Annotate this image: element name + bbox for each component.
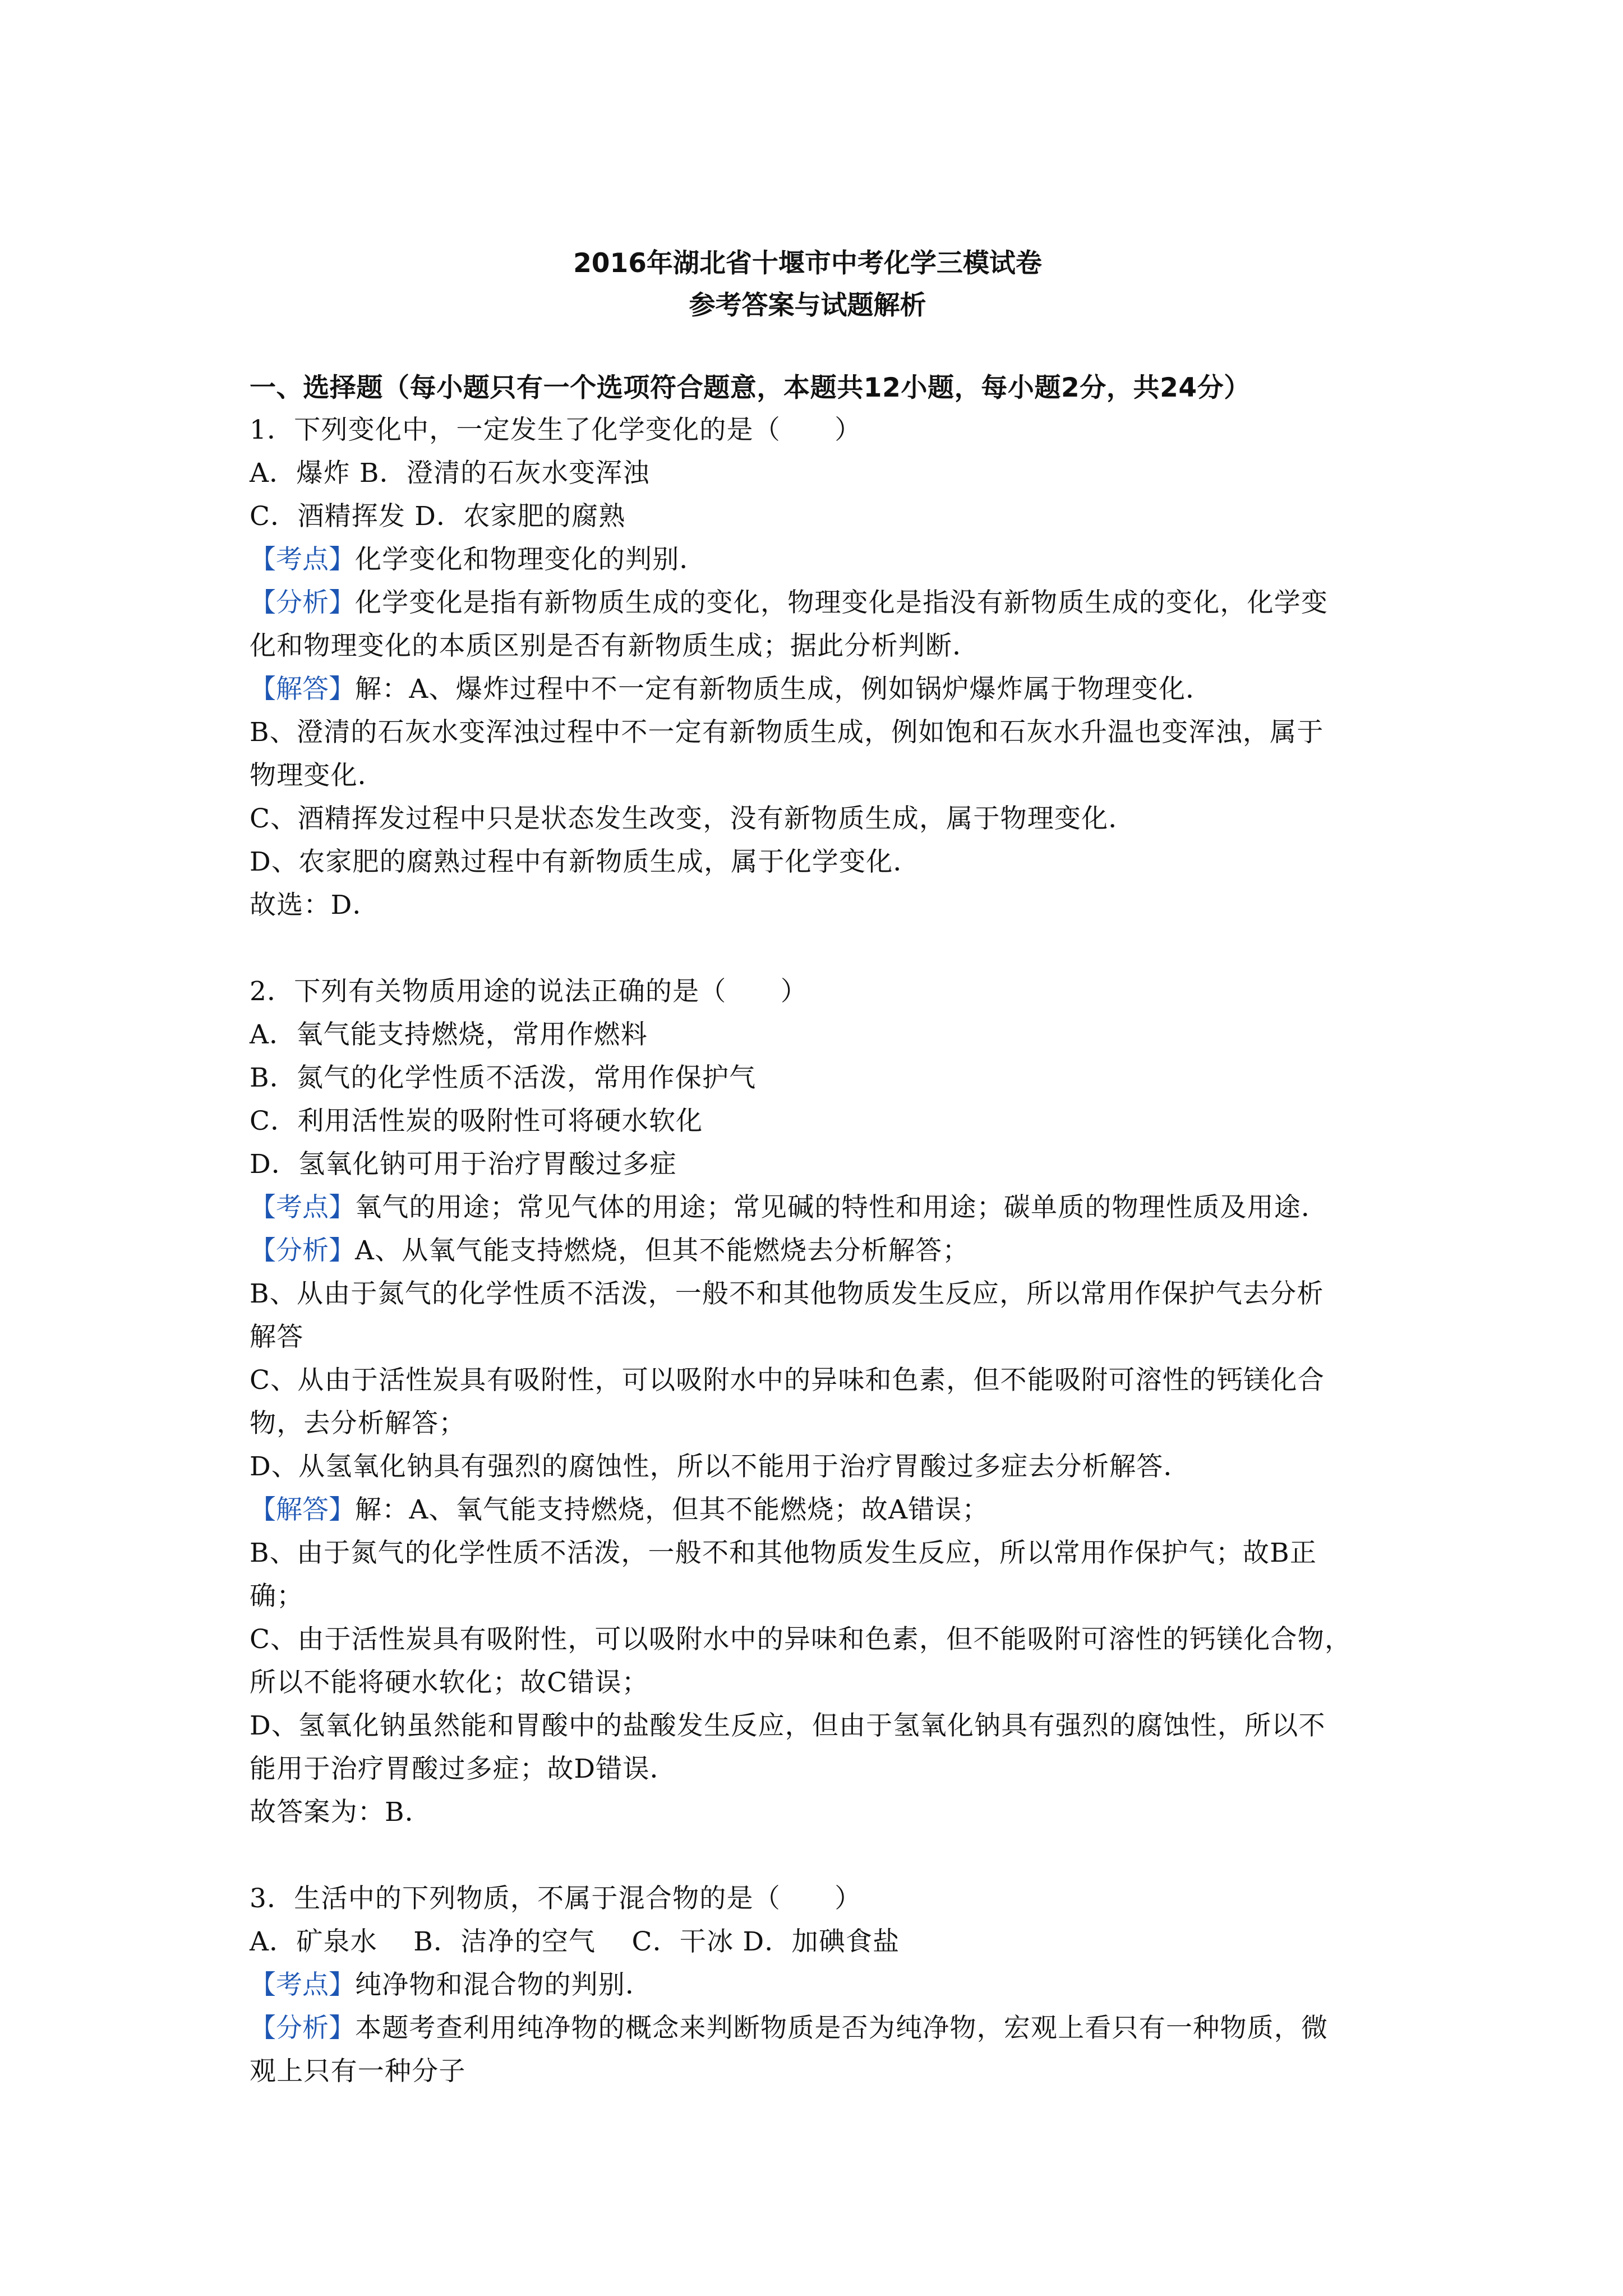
question-1-jieda-line: B、澄清的石灰水变浑浊过程中不一定有新物质生成，例如饱和石灰水升温也变浑浊，属于 <box>250 717 1324 748</box>
jieda-text: 解：A、氧气能支持燃烧，但其不能燃烧；故A错误； <box>355 1494 989 1525</box>
fenxi-tag: 【分析】 <box>250 587 355 618</box>
fenxi-tag: 【分析】 <box>250 1235 355 1266</box>
question-3-options: A．矿泉水 B．洁净的空气 C．干冰 D．加碘食盐 <box>250 1926 900 1957</box>
question-2-jieda-line: C、由于活性炭具有吸附性，可以吸附水中的异味和色素，但不能吸附可溶性的钙镁化合物， <box>250 1624 1352 1655</box>
kaodian-tag: 【考点】 <box>250 1970 355 2000</box>
fenxi-text: 化学变化是指有新物质生成的变化，物理变化是指没有新物质生成的变化，化学变 <box>355 587 1329 618</box>
question-2-jieda-line: 能用于治疗胃酸过多症；故D错误． <box>250 1754 677 1784</box>
question-1-option-line: A．爆炸 B．澄清的石灰水变浑浊 <box>250 458 650 489</box>
question-1-answer: 故选：D． <box>250 890 380 921</box>
question-1-option-line: C．酒精挥发 D．农家肥的腐熟 <box>250 501 626 532</box>
question-1-stem: 1．下列变化中，一定发生了化学变化的是（ ） <box>250 415 862 445</box>
question-2-option: B．氮气的化学性质不活泼，常用作保护气 <box>250 1062 757 1093</box>
question-2-jieda-line: D、氢氧化钠虽然能和胃酸中的盐酸发生反应，但由于氢氧化钠具有强烈的腐蚀性，所以不 <box>250 1710 1326 1741</box>
jieda-tag: 【解答】 <box>250 674 355 705</box>
question-3-stem: 3．生活中的下列物质，不属于混合物的是（ ） <box>250 1883 862 1914</box>
kaodian-text: 化学变化和物理变化的判别． <box>355 544 707 575</box>
question-2-fenxi-line: C、从由于活性炭具有吸附性，可以吸附水中的异味和色素，但不能吸附可溶性的钙镁化合 <box>250 1365 1325 1396</box>
question-2-answer: 故答案为：B． <box>250 1797 432 1828</box>
question-2-fenxi-line: 物，去分析解答； <box>250 1408 466 1439</box>
question-2-fenxi-line: B、从由于氮气的化学性质不活泼，一般不和其他物质发生反应，所以常用作保护气去分析 <box>250 1278 1324 1309</box>
question-2-jieda-line: B、由于氮气的化学性质不活泼，一般不和其他物质发生反应，所以常用作保护气；故B正 <box>250 1538 1317 1568</box>
fenxi-tag: 【分析】 <box>250 2013 355 2044</box>
question-3-fenxi <box>250 2012 1328 2045</box>
question-2-fenxi <box>250 1234 970 1268</box>
question-2-option: A．氧气能支持燃烧，常用作燃料 <box>250 1019 648 1050</box>
question-2-fenxi-line: 解答 <box>250 1322 304 1352</box>
question-1-fenxi <box>250 586 1328 620</box>
section-heading: 一、选择题（每小题只有一个选项符合题意，本题共12小题，每小题2分，共24分） <box>250 372 1251 403</box>
question-1-kaodian <box>250 543 707 577</box>
question-1-fenxi-line: 化和物理变化的本质区别是否有新物质生成；据此分析判断． <box>250 631 980 661</box>
fenxi-text: A、从氧气能支持燃烧，但其不能燃烧去分析解答； <box>355 1235 970 1266</box>
fenxi-text: 本题考查利用纯净物的概念来判断物质是否为纯净物，宏观上看只有一种物质，微 <box>355 2013 1329 2044</box>
jieda-text: 解：A、爆炸过程中不一定有新物质生成，例如锅炉爆炸属于物理变化． <box>355 674 1213 705</box>
question-3-kaodian <box>250 1968 652 2002</box>
question-2-fenxi-line: D、从氢氧化钠具有强烈的腐蚀性，所以不能用于治疗胃酸过多症去分析解答． <box>250 1451 1191 1482</box>
page-title: 2016年湖北省十堰市中考化学三模试卷 <box>573 248 1042 279</box>
question-2-kaodian <box>250 1191 1328 1225</box>
question-1-jieda-line: 物理变化． <box>250 760 385 791</box>
question-2-stem: 2．下列有关物质用途的说法正确的是（ ） <box>250 976 808 1007</box>
page-subtitle: 参考答案与试题解析 <box>689 290 926 321</box>
question-2-option: D．氢氧化钠可用于治疗胃酸过多症 <box>250 1149 677 1180</box>
kaodian-tag: 【考点】 <box>250 544 355 575</box>
jieda-tag: 【解答】 <box>250 1494 355 1525</box>
kaodian-text: 氧气的用途；常见气体的用途；常见碱的特性和用途；碳单质的物理性质及用途． <box>355 1192 1329 1223</box>
question-1-jieda <box>250 673 1212 706</box>
question-2-jieda <box>250 1493 989 1527</box>
question-2-jieda-line: 确； <box>250 1581 304 1612</box>
question-1-jieda-line: C、酒精挥发过程中只是状态发生改变，没有新物质生成，属于物理变化． <box>250 803 1136 834</box>
question-1-jieda-line: D、农家肥的腐熟过程中有新物质生成，属于化学变化． <box>250 846 920 877</box>
question-3-fenxi-line: 观上只有一种分子 <box>250 2056 466 2087</box>
kaodian-text: 纯净物和混合物的判别． <box>355 1970 653 2000</box>
question-2-option: C．利用活性炭的吸附性可将硬水软化 <box>250 1106 703 1137</box>
kaodian-tag: 【考点】 <box>250 1192 355 1223</box>
question-2-jieda-line: 所以不能将硬水软化；故C错误； <box>250 1667 649 1698</box>
